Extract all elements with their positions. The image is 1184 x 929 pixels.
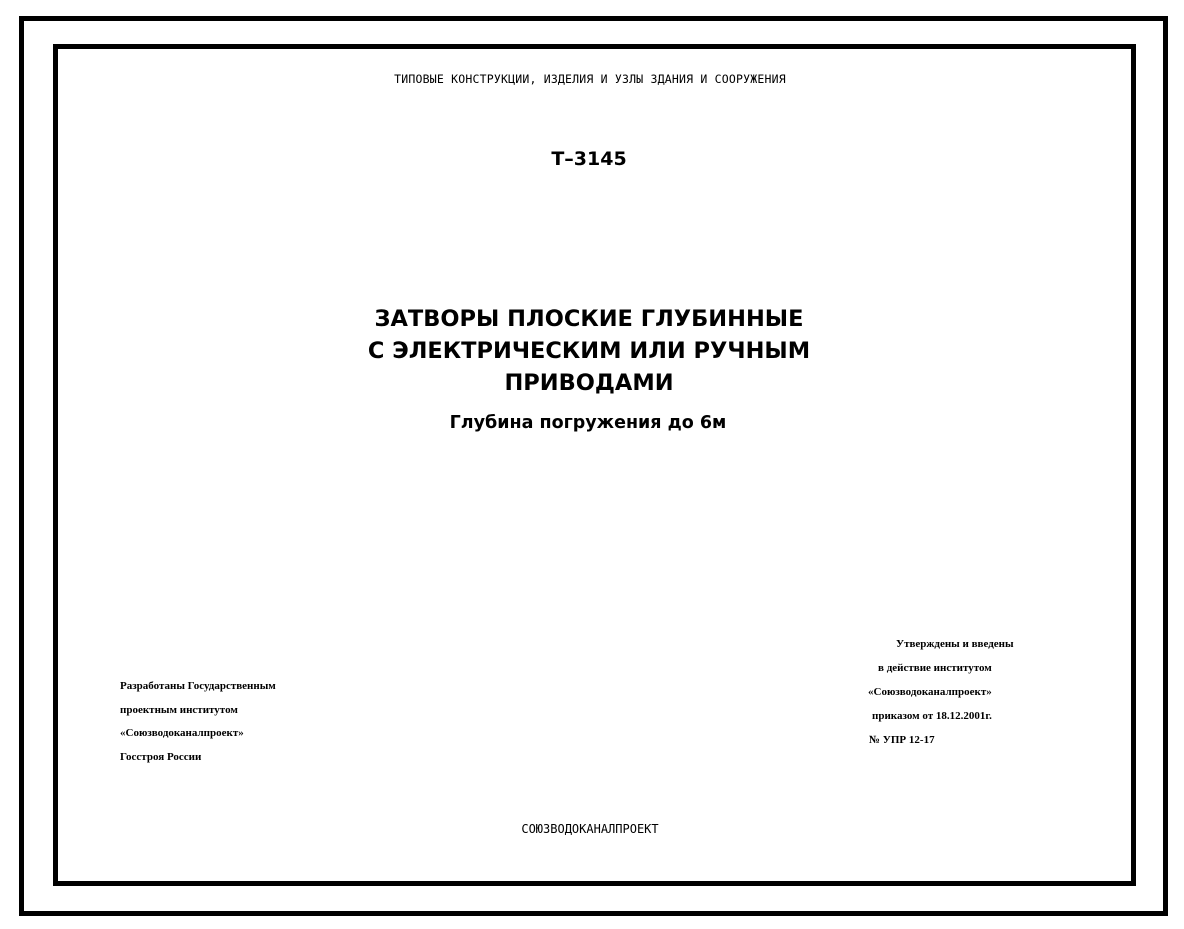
document-code: Т–3145 [551,148,627,170]
main-title-line-3: ПРИВОДАМИ [504,370,674,396]
footer-organization: СОЮЗВОДОКАНАЛПРОЕКТ [521,822,659,836]
developer-line-4: Госстроя России [120,750,202,763]
approval-line-1: Утверждены и введены [896,638,1014,650]
approval-line-2: в действие институтом [878,662,992,674]
developer-line-1: Разработаны Государственным [120,680,276,692]
developer-block [120,675,276,769]
approval-line-5: № УПР 12-17 [869,734,935,746]
main-title-line-1: ЗАТВОРЫ ПЛОСКИЕ ГЛУБИННЫЕ [374,306,804,332]
developer-line-2: проектным институтом [120,703,238,716]
series-header: ТИПОВЫЕ КОНСТРУКЦИИ, ИЗДЕЛИЯ И УЗЛЫ ЗДАНИЯ И СООРУЖЕНИЯ [394,72,786,86]
approval-line-3: «Союзводоканалпроект» [868,686,992,698]
developer-line-3: «Союзводоканалпроект» [120,727,244,739]
subtitle: Глубина погружения до 6м [449,413,727,433]
approval-block [868,632,1068,752]
main-title-line-2: С ЭЛЕКТРИЧЕСКИМ ИЛИ РУЧНЫМ [367,338,811,364]
approval-line-4: приказом от 18.12.2001г. [872,710,992,722]
main-title [0,303,1178,399]
